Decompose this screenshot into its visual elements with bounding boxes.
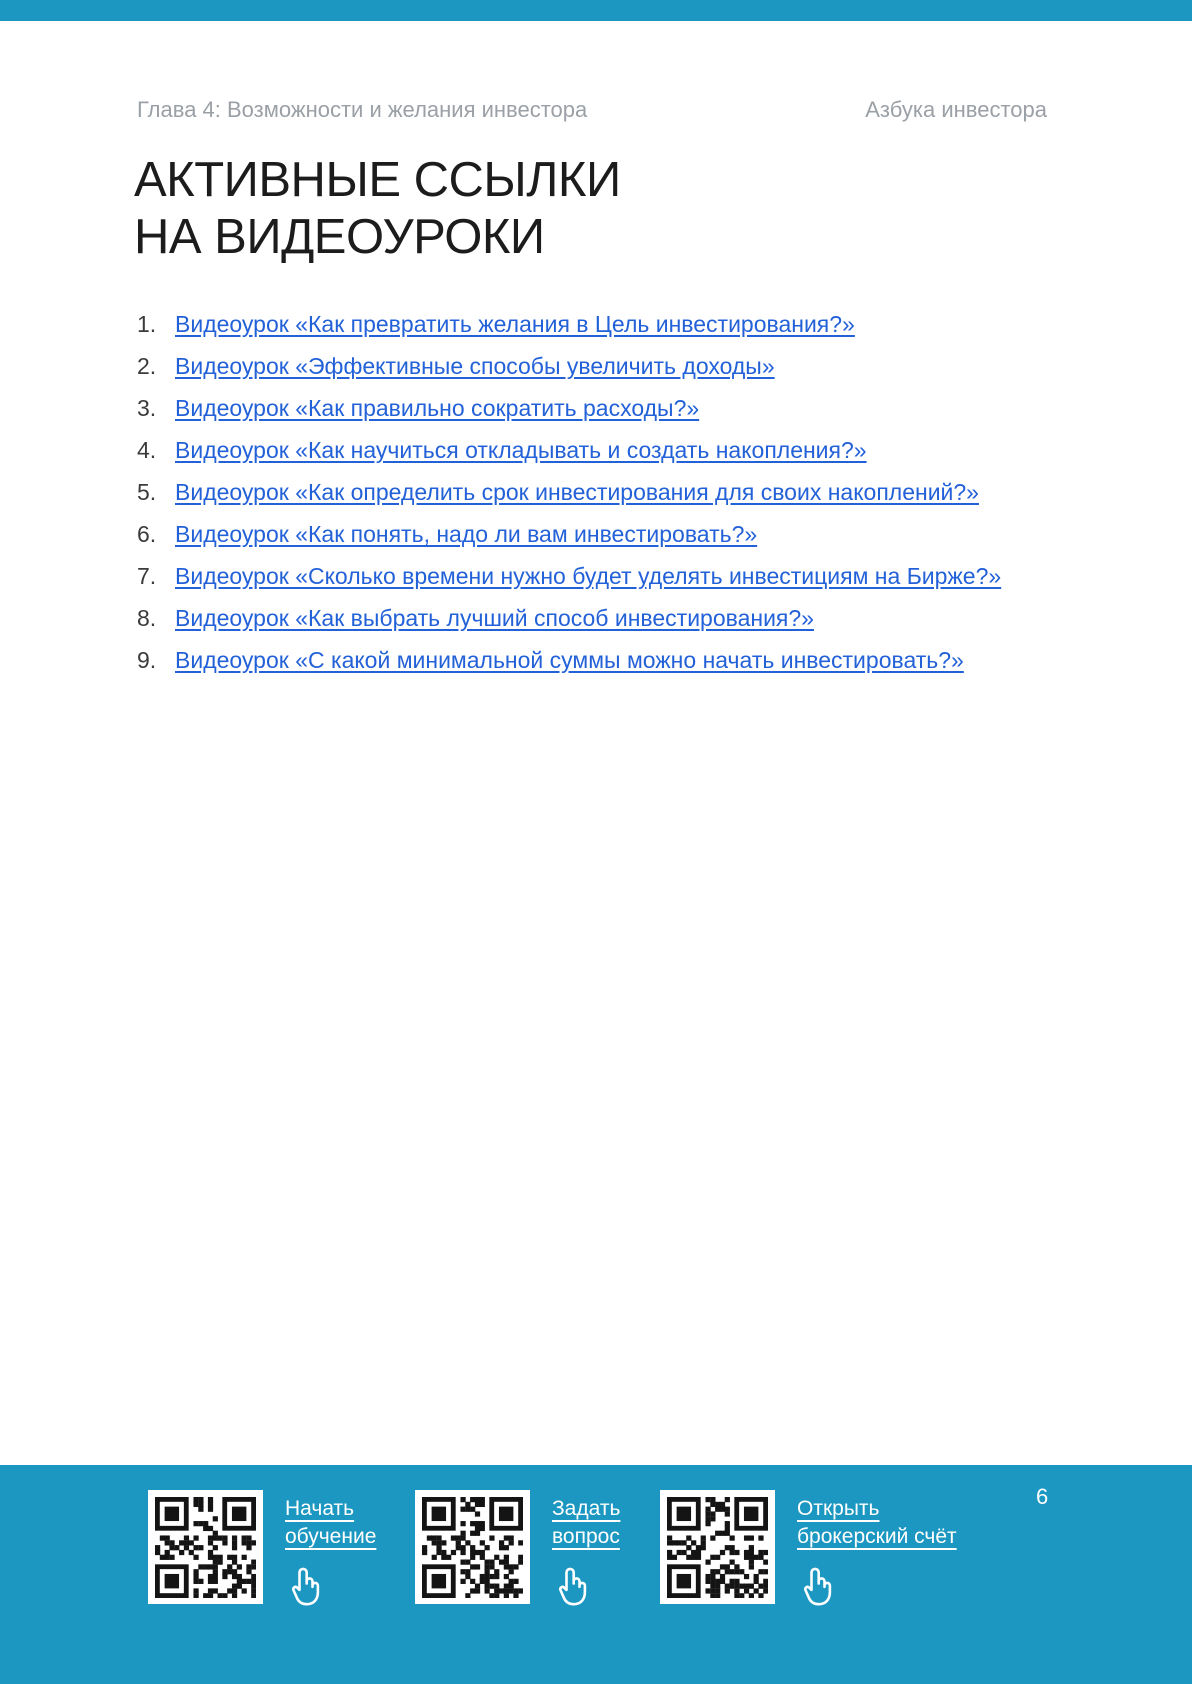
footer-qr-group (415, 1490, 620, 1610)
footer-link[interactable] (285, 1495, 376, 1551)
footer-action (797, 1490, 957, 1610)
qr-code-image (422, 1497, 523, 1598)
video-link-item (137, 396, 1137, 421)
qr-code-image (667, 1497, 768, 1598)
footer-action (285, 1490, 376, 1610)
video-link[interactable]: Видеоурок «Эффективные способы увеличить доходы» (175, 353, 775, 379)
hand-pointer-icon (554, 1562, 588, 1610)
footer-qr-group (660, 1490, 957, 1610)
page-title-line1: АКТИВНЫЕ ССЫЛКИ (134, 153, 621, 207)
page-title-line2: НА ВИДЕОУРОКИ (134, 210, 545, 264)
footer-bar (0, 1465, 1192, 1684)
list-number: 7. (137, 563, 157, 589)
footer-action (552, 1490, 620, 1610)
page-header (137, 97, 1047, 123)
video-link-item (137, 438, 1137, 463)
footer-link-line2: обучение (285, 1525, 377, 1548)
qr-code (415, 1490, 530, 1604)
footer-qr-group (148, 1490, 376, 1610)
header-brand: Азбука инвестора (865, 97, 1047, 122)
page-title (134, 152, 621, 266)
video-link-item (137, 480, 1137, 505)
top-accent-bar (0, 0, 1192, 21)
video-link-item (137, 648, 1137, 673)
footer-link[interactable] (552, 1495, 620, 1551)
video-link[interactable]: Видеоурок «Как правильно сократить расходы?» (175, 395, 700, 421)
list-number: 9. (137, 647, 157, 673)
video-link[interactable]: Видеоурок «Как определить срок инвестирования для своих накоплений?» (175, 479, 979, 505)
video-links-list (137, 312, 1137, 690)
footer-qr-groups (0, 1465, 1192, 1684)
footer-link-line1: Начать (285, 1497, 355, 1520)
header-chapter: Глава 4: Возможности и желания инвестора (137, 97, 588, 122)
video-link[interactable]: Видеоурок «Как научиться откладывать и создать накопления?» (175, 437, 867, 463)
video-link-item (137, 312, 1137, 337)
list-number: 4. (137, 437, 157, 463)
list-number: 8. (137, 605, 157, 631)
hand-pointer-icon (287, 1562, 321, 1610)
list-number: 2. (137, 353, 157, 379)
video-link-item (137, 606, 1137, 631)
video-link[interactable]: Видеоурок «Как выбрать лучший способ инвестирования?» (175, 605, 814, 631)
page-number: 6 (1036, 1484, 1049, 1509)
video-link[interactable]: Видеоурок «Сколько времени нужно будет уделять инвестициям на Бирже?» (175, 563, 1002, 589)
footer-link-line2: брокерский счёт (797, 1525, 957, 1548)
footer-link-line1: Задать (552, 1497, 621, 1520)
qr-code (148, 1490, 263, 1604)
video-link-item (137, 354, 1137, 379)
video-link[interactable]: Видеоурок «С какой минимальной суммы можно начать инвестировать?» (175, 647, 964, 673)
hand-pointer-icon (799, 1562, 833, 1610)
video-link-item (137, 522, 1137, 547)
list-number: 3. (137, 395, 157, 421)
video-link[interactable]: Видеоурок «Как понять, надо ли вам инвестировать?» (175, 521, 758, 547)
qr-code (660, 1490, 775, 1604)
list-number: 6. (137, 521, 157, 547)
list-number: 5. (137, 479, 157, 505)
footer-link[interactable] (797, 1495, 957, 1551)
qr-code-image (155, 1497, 256, 1598)
footer-link-line1: Открыть (797, 1497, 880, 1520)
video-link-item (137, 564, 1137, 589)
list-number: 1. (137, 311, 157, 337)
footer-link-line2: вопрос (552, 1525, 620, 1548)
video-link[interactable]: Видеоурок «Как превратить желания в Цель инвестирования?» (175, 311, 855, 337)
